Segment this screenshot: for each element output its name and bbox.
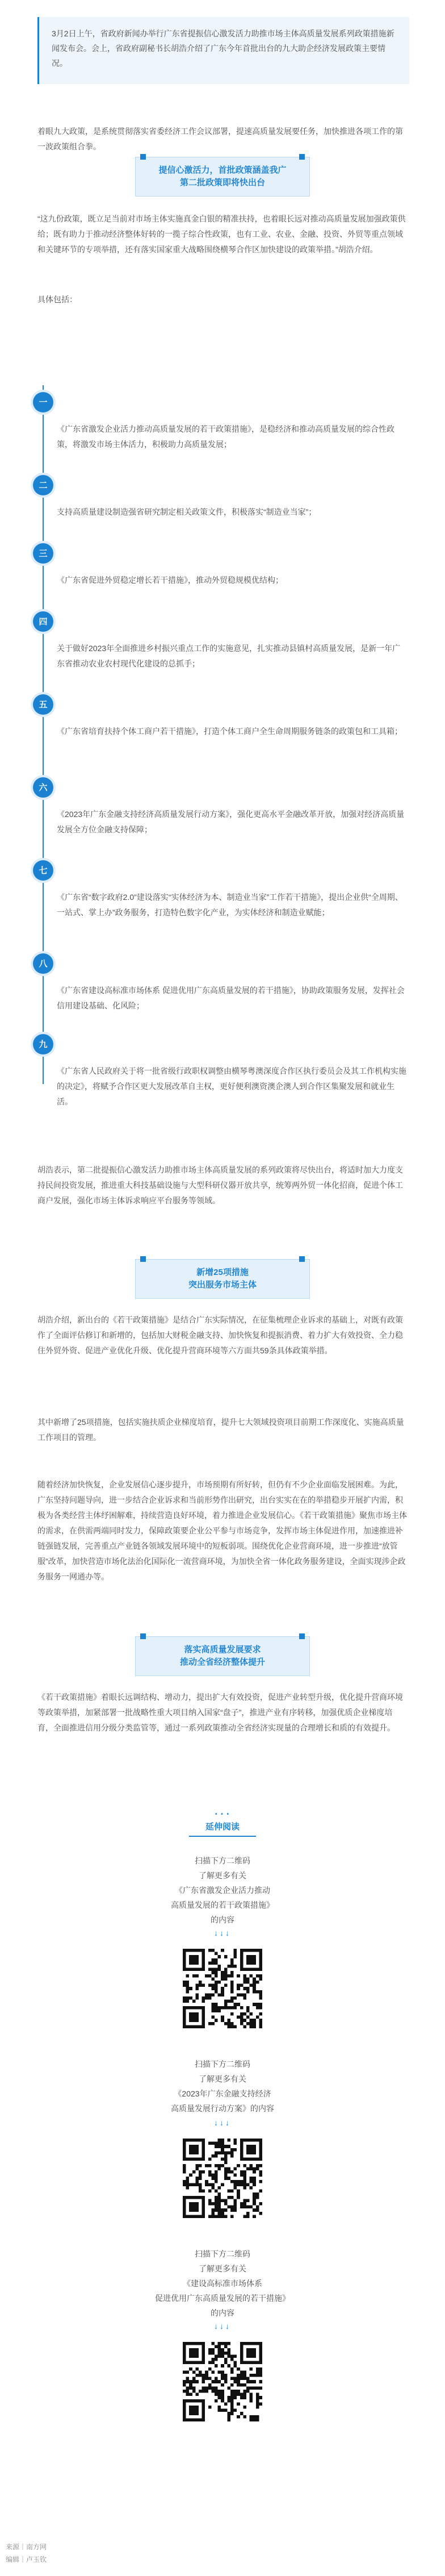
read1-line: 了解更多有关 [199, 1871, 246, 1880]
read2-line: 高质量发展行动方案》的内容 [171, 2104, 274, 2113]
section-title-3-line1: 落实高质量发展要求 [184, 1645, 261, 1654]
section-title-1 [135, 157, 310, 197]
section-title-2 [135, 1259, 310, 1299]
item-number-badge: 八 [33, 953, 53, 974]
item-number-badge: 二 [33, 475, 53, 495]
read1-line: 的内容 [211, 1915, 234, 1924]
item-number-badge: 四 [33, 611, 53, 632]
section-title-2-line2: 突出服务市场主体 [188, 1280, 257, 1290]
item-7-text: 《广东省“数字政府2.0”建设落实“实体经济为本、制造业当家”工作若干措施》，提出企业供“全周期、一站式、掌上办”政务服务，打造特色数字化产业，为实体经济和制造业赋能； [57, 893, 403, 917]
section-title-2-line1: 新增25项措施 [196, 1268, 249, 1277]
section-title-1-line1: 提信心激活力，首批政策涵盖我广 [158, 165, 287, 175]
item-2-text: 支持高质量建设制造强省研究制定相关政策文件，积极落实“制造业当家”； [57, 507, 317, 516]
qr-code-icon[interactable] [183, 2139, 262, 2218]
item-1-text: 《广东省激发企业活力推动高质量发展的若干政策措施》，是稳经济和推动高质量发展的综合性政策，将激发市场主体活力，积极助力高质量发展； [57, 424, 394, 449]
corner-tick-icon [299, 154, 305, 160]
paragraph-4: 胡浩表示，第二批提振信心激发活力助推市场主体高质量发展的系列政策将尽快出台，将适时加大力度支持民间投资发展，推进重大科技基础设施与大型科研仪器开放共享，统筹两外贸一体化招商，促进个体工商户发展，强化市场主体诉求响应平台服务等领域。 [37, 1165, 403, 1205]
item-9-text: 《广东省人民政府关于将一批省级行政职权调整由横琴粤澳深度合作区执行委员会及其工作机构实施的决定》，将赋予合作区更大发展改革自主权，更好便利澳资澳企澳人到合作区集聚发展和就业生活。 [57, 1066, 406, 1106]
corner-tick-icon [299, 1256, 305, 1262]
dots-icon: • • • [215, 1811, 230, 1818]
read1-line: 扫描下方二维码 [195, 1856, 250, 1865]
read3-line: 促进优用广东高质量发展的若干措施》 [155, 2294, 290, 2303]
read3-line: 了解更多有关 [199, 2264, 246, 2273]
item-number-badge: 三 [33, 543, 53, 564]
item-3-text: 《广东省促进外贸稳定增长若干措施》，推动外贸稳规模优结构； [57, 576, 283, 585]
read2-line: 《2023年广东金融支持经济 [174, 2089, 271, 2098]
read2-line: 扫描下方二维码 [195, 2060, 250, 2069]
item-5-text: 《广东省培育扶持个体工商户若干措施》，打造个体工商户全生命周期服务链条的政策包和工具箱； [57, 727, 402, 736]
down-arrows-icon: ↓↓↓ [214, 2321, 231, 2331]
read1-line: 《广东省激发企业活力推动 [175, 1886, 270, 1895]
corner-tick-icon [299, 1633, 305, 1639]
down-arrows-icon: ↓↓↓ [214, 1928, 231, 1937]
paragraph-6: 其中新增了25项措施，包括实施扶质企业梯度培育，提升七大领域投资项目前期工作深度化、实施高质量工作项目的管理。 [37, 1418, 404, 1442]
paragraph-8: 《若干政策措施》着眼长远调结构、增动力，提出扩大有效投资，促进产业转型升级，优化提升营商环境等政策举措，加紧部署一批战略性重大项目纳入国家“盘子”，推进产业有序转移，加强优质企业梯度培育，全面推进信用分级分类监管等，通过一系列政策推动全省经济实现量的合理增长和质的有效提升。 [37, 1693, 403, 1732]
item-number-badge: 七 [33, 860, 53, 881]
editor-line: 编辑｜卢玉钦 [6, 2556, 47, 2564]
qr-code-icon[interactable] [183, 2342, 262, 2421]
item-4-text: 关于做好2023年全面推进乡村振兴重点工作的实施意见，扎实推动县镇村高质量发展，是新一年广东省推动农业农村现代化建设的总抓手； [57, 644, 401, 668]
item-number-badge: 一 [33, 392, 53, 412]
paragraph-7: 随着经济加快恢复，企业发展信心逐步提升，市场预期有所好转，但仍有不少企业面临发展困难。为此，广东坚持问题导向，进一步结合企业诉求和当前形势作出研究，出台实实在在的举措稳步开展扩内需，积极为各类经营主体纾困解难，持续营造良好环境，着力推进企业发展信心。《若干政策措施》聚焦市场主体的需求，在供需两端同时发力，保障政策要企业公平参与市场竞争，发挥市场主体促进作用，加速推进补链强链发展，完善重点产业链各领域发展环境中的短板弱项。围绕优化企业营商环境，进一步推进“放管服”改革，加快营造市场化法治化国际化一流营商环境，为加快全省一体化政务服务建设，全面实现涉企政务服务一网通办等。 [37, 1480, 407, 1581]
paragraph-3: 具体包括： [37, 295, 77, 304]
down-arrows-icon: ↓↓↓ [214, 2118, 231, 2127]
item-number-badge: 九 [33, 1034, 53, 1054]
extended-reading-label: 延伸阅读 [205, 1822, 240, 1832]
section-title-3 [135, 1636, 310, 1676]
read3-line: 扫描下方二维码 [195, 2249, 250, 2258]
corner-tick-icon [140, 1633, 146, 1639]
section-title-3-line2: 推动全省经济整体提升 [179, 1657, 265, 1667]
intro-box [37, 17, 409, 84]
read1-line: 高质量发展的若干政策措施》 [171, 1900, 274, 1910]
paragraph-2: “这九份政策，既立足当前对市场主体实施真金白银的精准扶持，也着眼长远对推动高质量发展加强政策供给；既有助力于推动经济整体好转的一揽子综合性政策，也有工业、农业、金融、投资、外贸等重点领域和关键环节的专项举措，还有落实国家重大战略围绕横琴合作区加快建设的政策举措。”胡浩介绍。 [37, 214, 406, 254]
read3-line: 《建设高标准市场体系 [183, 2279, 262, 2288]
corner-tick-icon [140, 154, 146, 160]
corner-tick-icon [140, 1256, 146, 1262]
read2-line: 了解更多有关 [199, 2074, 246, 2083]
extended-reading-title [189, 1811, 256, 1837]
read3-line: 的内容 [211, 2308, 234, 2317]
paragraph-1: 着眼九大政策，是系统贯彻落实省委经济工作会议部署，提速高质量发展要任务，加快推进各项工作的第一波政策组合拳。 [37, 127, 403, 151]
item-number-badge: 五 [33, 694, 53, 715]
item-number-badge: 六 [33, 777, 53, 798]
qr-code-icon[interactable] [183, 1949, 262, 2028]
item-8-text: 《广东省建设高标准市场体系 促进优用广东高质量发展的若干措施》，协助政策服务发展，发挥社会信用建设基础、化风险； [57, 986, 405, 1010]
intro-text: 3月2日上午，省政府新闻办举行广东省提振信心激发活力助推市场主体高质量发展系列政策措施新闻发布会。会上，省政府副秘书长胡浩介绍了广东今年首批出台的九大助企经济发展政策主要情况。 [52, 29, 394, 68]
section-title-1-line2: 第二批政策即将快出台 [179, 178, 265, 187]
item-6-text: 《2023年广东金融支持经济高质量发展行动方案》，强化更高水平金融改革开放，加强对经济高质量发展全方位金融支持保障； [57, 810, 405, 834]
source-line: 来源｜南方网 [6, 2543, 47, 2551]
paragraph-5: 胡浩介绍，新出台的《若干政策措施》是结合广东实际情况，在征集梳理企业诉求的基础上，对既有政策作了全面评估修订和新增的，包括加大财税金融支持、加快恢复和提振消费、着力扩大有效投资、全力稳住外贸外资、促进产业优化升级、优化提升营商环境等六方面共59条具体政策举措。 [37, 1315, 403, 1355]
